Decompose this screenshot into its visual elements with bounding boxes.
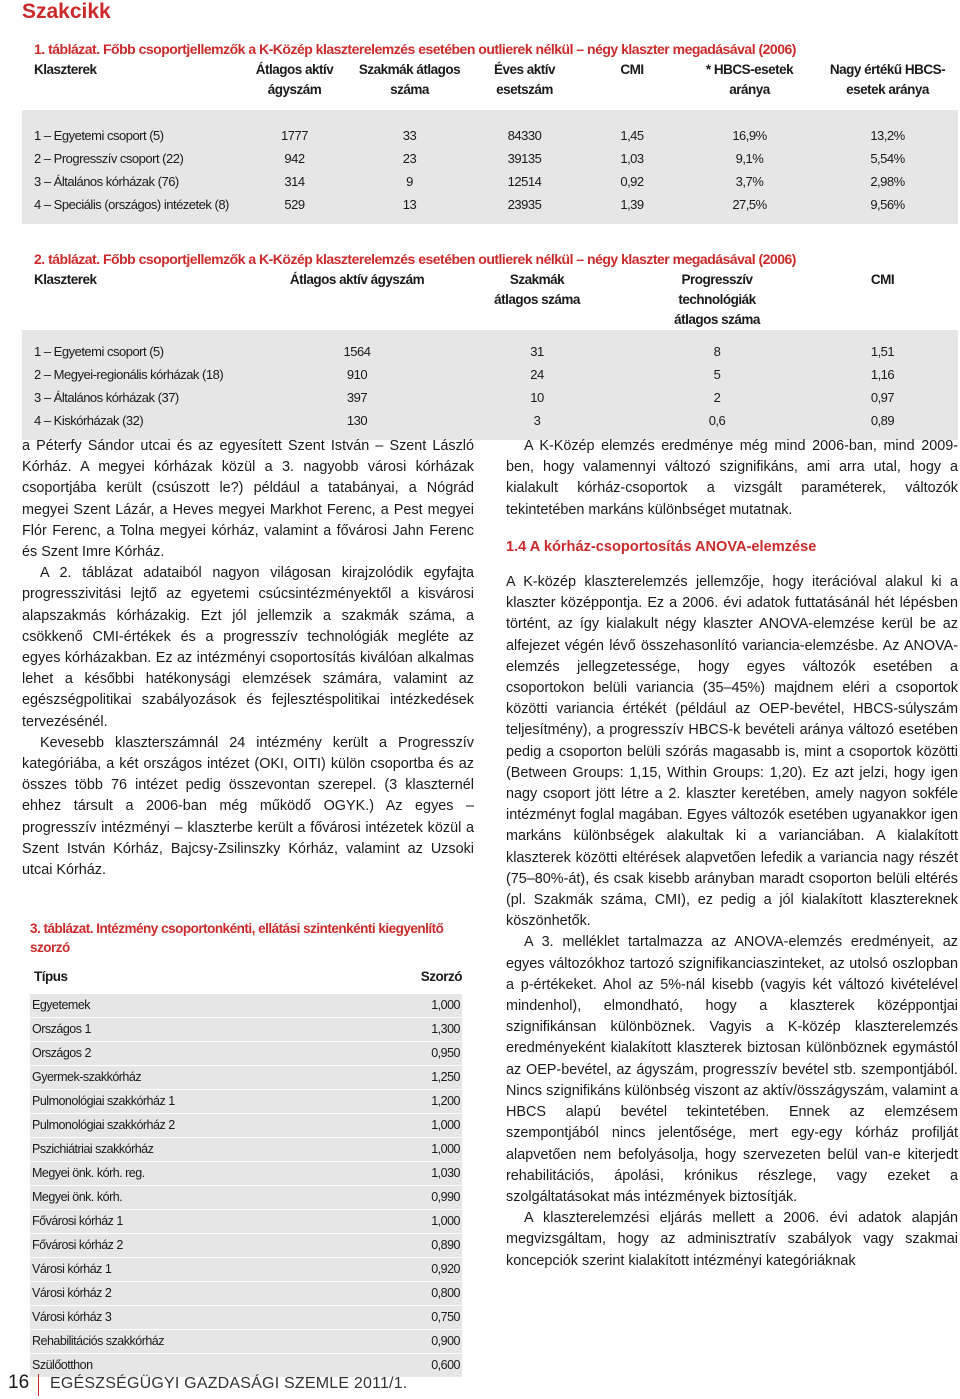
- right-text-column: [506, 436, 958, 1272]
- table-cell: 12514: [507, 174, 542, 189]
- table-3-header: Típus: [34, 969, 68, 984]
- table-cell: 2: [713, 390, 721, 405]
- table-cell: 1,51: [870, 344, 895, 359]
- table-cell: Rehabilitációs szakkórház: [32, 1334, 165, 1348]
- table-cell: 1,000: [431, 998, 460, 1012]
- table-cell: 0,920: [431, 1262, 460, 1276]
- table-row: [30, 1138, 462, 1162]
- table-cell: Pszichiátriai szakkórház: [32, 1142, 154, 1156]
- table-cell: 24: [530, 367, 544, 382]
- table-cell: 5,54%: [870, 151, 905, 166]
- table-cell: 1 – Egyetemi csoport (5): [34, 344, 164, 359]
- table-cell: 3,7%: [735, 174, 764, 189]
- table-cell: 4 – Kiskórházak (32): [34, 413, 144, 428]
- table-cell: 2 – Megyei-regionális kórházak (18): [34, 367, 224, 382]
- table-cell: Városi kórház 3: [32, 1310, 112, 1324]
- table-cell: 0,92: [620, 174, 644, 189]
- table-cell: Szülőotthon: [32, 1358, 93, 1372]
- table-3-caption: [30, 919, 462, 957]
- table-cell: 0,890: [431, 1238, 460, 1252]
- body-paragraph: A 2. táblázat adataiból nagyon világosan kirajzolódik egyfajta progresszivitási lejtő az egyetemi csúcsintézményektől a kisvárosi alapszakmás kórházakig. Ezt jól jellemzik a szakmák száma, a csökkenő CMI-értékek és a progresszív technológiák megléte az egyes kórházakban. Ez az intézményi csoportosítás kiválóan alkalmas lehet a későbbi hatékonysági elemzések számára, valamint az egészségpolitikai szabályozások és fejlesztéspolitikai intézkedések tervezésénél.: [22, 565, 474, 730]
- body-paragraph: A klaszterelemzési eljárás mellett a 2006. évi adatok alapján megvizsgáltam, hogy az adminisztratív szabályok vagy szakmai koncepciók szerint kialakított intézményi kategóriáknak: [506, 1210, 958, 1269]
- table-row: [22, 409, 958, 432]
- table-cell: 1564: [343, 344, 371, 359]
- table-cell: 0,950: [431, 1046, 460, 1060]
- table-cell: 0,97: [870, 390, 895, 405]
- table-2-header: Szakmák átlagos száma: [494, 272, 580, 307]
- table-2-grid: [22, 270, 958, 440]
- table-cell: 0,6: [708, 413, 726, 428]
- table-row: [30, 1210, 462, 1234]
- table-2-header: Átlagos aktív ágyszám: [289, 272, 425, 287]
- table-1-caption: [34, 40, 958, 58]
- table-cell: 1,16: [870, 367, 895, 382]
- table-row: [22, 386, 958, 409]
- table-row: [30, 1282, 462, 1306]
- table-cell: 31: [530, 344, 544, 359]
- table-cell: 1,250: [431, 1070, 460, 1084]
- table-cell: Pulmonológiai szakkórház 2: [32, 1118, 175, 1132]
- body-paragraph: A 3. melléklet tartalmazza az ANOVA-elemzés eredményeit, az egyes változókhoz tartozó szignifikanciaszinteket, az utolsó oszlopban a p-értékeket. Ahol az 5%-nál kisebb (vagyis két változó kivételével mindenhol), elmondható, hogy a klaszterek középpontjai szignifikánsan különböznek. Vagyis a K-közép klaszterelemzés eredményeként kialakított klaszterek biztosan különböznek egymástól az OEP-bevétel, az ágyszám, progresszív bevétel stb. szempontjából. Nincs szignifikáns különbség viszont az aktív/összágyszám, valamint a HBCS alapú bevétel tekintetében. Ennek az elemzésem szempontjából nincs jelentősége, mert egy-egy kórház profilját alapvetően nem befolyásolja, hogy szervezeten belül van-e kiterjedt rehabilitációs, ápolási, krónikus részlege, vagy ezeket a szolgáltatásokat más intézmények biztosítják.: [506, 934, 958, 1205]
- table-2-title: Főbb csoportjellemzők a K-Közép klaszterelemzés esetében outlierek nélkül – négy klaszter megadásával (2006): [102, 251, 796, 267]
- table-2: [22, 250, 958, 440]
- table-2-header: CMI: [870, 272, 895, 287]
- table-row: [22, 170, 958, 193]
- table-row: [30, 994, 462, 1018]
- table-3-body: [30, 994, 462, 1378]
- table-cell: 1 – Egyetemi csoport (5): [34, 128, 164, 143]
- table-cell: 1,03: [620, 151, 644, 166]
- table-cell: 910: [346, 367, 368, 382]
- table-cell: 3 – Általános kórházak (37): [34, 390, 179, 405]
- table-cell: Országos 2: [32, 1046, 91, 1060]
- table-row: [30, 1066, 462, 1090]
- table-cell: 9,56%: [870, 197, 905, 212]
- table-cell: 1,45: [620, 128, 644, 143]
- table-cell: 529: [284, 197, 305, 212]
- table-3-label: 3. táblázat.: [30, 921, 94, 936]
- table-cell: 0,600: [431, 1358, 460, 1372]
- table-cell: 13: [402, 197, 417, 212]
- footer-divider: [38, 1374, 39, 1396]
- table-row: [22, 124, 958, 147]
- table-cell: 0,800: [431, 1286, 460, 1300]
- table-cell: 1,200: [431, 1094, 460, 1108]
- table-1-header: Szakmák átlagos száma: [358, 62, 461, 97]
- table-cell: 4 – Speciális (országos) intézetek (8): [34, 197, 229, 212]
- body-paragraph: Kevesebb klaszterszámnál 24 intézmény került a Progresszív kategóriába, a két országos intézet (OKI, OITI) külön csoportba és az összes több 76 intézet pedig összevontan szerepel. (3 klaszternél ehhez társult a 2006-ban még működő OGYK.) Az egyes – progresszív intézményi – klaszterbe került a fővárosi intézetek közül a Szent István Kórház, Bajcsy-Zsilinszky Kórház, valamint az Uzsoki utcai Kórház.: [22, 734, 474, 879]
- table-2-header-row: [22, 270, 958, 330]
- table-cell: Fővárosi kórház 1: [32, 1214, 123, 1228]
- table-cell: Megyei önk. kórh. reg.: [32, 1166, 145, 1180]
- left-text-column: [22, 436, 474, 881]
- table-cell: 1,300: [431, 1022, 460, 1036]
- table-row: [30, 1186, 462, 1210]
- table-3-title: Intézmény csoportonkénti, ellátási szintenkénti kiegyenlítő szorzó: [30, 921, 444, 955]
- table-cell: Városi kórház 1: [32, 1262, 112, 1276]
- table-1-title: Főbb csoportjellemzők a K-Közép klaszterelemzés esetében outlierek nélkül – négy klaszter megadásával (2006): [102, 41, 796, 57]
- table-1-label: 1. táblázat.: [34, 41, 100, 57]
- table-row: [22, 147, 958, 170]
- table-2-header: Klaszterek: [34, 272, 97, 287]
- table-cell: 16,9%: [732, 128, 767, 143]
- table-cell: 27,5%: [732, 197, 767, 212]
- table-3-header-row: [30, 957, 462, 994]
- table-cell: 0,89: [870, 413, 895, 428]
- table-row: [30, 1258, 462, 1282]
- table-cell: 2 – Progresszív csoport (22): [34, 151, 184, 166]
- subheading: 1.4 A kórház-csoportosítás ANOVA-elemzése: [506, 538, 817, 555]
- table-cell: 130: [346, 413, 368, 428]
- table-cell: 3 – Általános kórházak (76): [34, 174, 179, 189]
- table-cell: 23: [402, 151, 417, 166]
- table-2-caption: [34, 250, 958, 268]
- table-cell: 84330: [507, 128, 542, 143]
- table-2-header: Progresszív technológiák átlagos száma: [674, 272, 760, 327]
- table-cell: 39135: [507, 151, 542, 166]
- table-row: [22, 340, 958, 363]
- table-cell: 33: [402, 128, 417, 143]
- table-1-header: Éves aktív esetszám: [493, 62, 556, 97]
- table-1-header: Átlagos aktív ágyszám: [255, 62, 334, 97]
- table-row: [30, 1090, 462, 1114]
- table-row: [30, 1114, 462, 1138]
- table-cell: 0,990: [431, 1190, 460, 1204]
- section-title: Szakcikk: [22, 0, 111, 23]
- table-cell: 314: [284, 174, 305, 189]
- table-1-header: Nagy értékű HBCS-esetek aránya: [829, 62, 946, 97]
- journal-name: EGÉSZSÉGÜGYI GAZDASÁGI SZEMLE 2011/1.: [50, 1375, 408, 1392]
- table-cell: Egyetemek: [32, 998, 91, 1012]
- table-cell: 1777: [281, 128, 308, 143]
- table-1: [22, 40, 958, 224]
- table-row: [22, 193, 958, 216]
- table-cell: 23935: [507, 197, 542, 212]
- table-1-header: * HBCS-esetek aránya: [705, 62, 794, 97]
- table-cell: Pulmonológiai szakkórház 1: [32, 1094, 175, 1108]
- table-cell: 1,030: [431, 1166, 460, 1180]
- table-cell: Megyei önk. kórh.: [32, 1190, 123, 1204]
- table-row: [30, 1234, 462, 1258]
- table-cell: Városi kórház 2: [32, 1286, 112, 1300]
- table-cell: 0,900: [431, 1334, 460, 1348]
- table-cell: 2,98%: [870, 174, 905, 189]
- table-cell: Gyermek-szakkórház: [32, 1070, 142, 1084]
- table-cell: 8: [713, 344, 721, 359]
- table-cell: 942: [284, 151, 305, 166]
- table-cell: Fővárosi kórház 2: [32, 1238, 123, 1252]
- table-cell: 1,000: [431, 1214, 460, 1228]
- table-row: [22, 363, 958, 386]
- table-cell: 3: [533, 413, 541, 428]
- table-3-header: Szorzó: [420, 969, 462, 984]
- table-3: [30, 919, 462, 1378]
- table-cell: 397: [346, 390, 368, 405]
- table-cell: 10: [530, 390, 544, 405]
- table-row: [30, 1306, 462, 1330]
- table-cell: Országos 1: [32, 1022, 91, 1036]
- table-1-header-row: [22, 60, 958, 110]
- table-cell: 9: [406, 174, 413, 189]
- table-row: [30, 1042, 462, 1066]
- body-paragraph: A K-Közép elemzés eredménye még mind 2006-ban, mind 2009-ben, hogy valamennyi változó szignifikáns, ami arra utal, hogy a kialakult kórház-csoportok a vizsgált paraméterek, változók tekintetében markáns különbséget mutatnak.: [506, 438, 958, 518]
- page-number: 16: [8, 1372, 30, 1393]
- table-cell: 5: [713, 367, 721, 382]
- table-1-header: CMI: [620, 62, 644, 77]
- table-1-header: Klaszterek: [34, 62, 97, 77]
- body-paragraph: a Péterfy Sándor utcai és az egyesített Szent István – Szent László Kórház. A megyei kórházak közül a 3. nagyobb városi kórházak csoportjába került (csúszott le?) például a tatabányai, a Nógrád megyei Szent Lázár, a Heves megyei Markhot Ferenc, a Pest megyei Flór Ferenc, a Tolna megyei kórház, valamint a fővárosi Jahn Ferenc és Szent Imre Kórház.: [22, 438, 474, 561]
- page-footer: [0, 1372, 960, 1399]
- table-1-grid: [22, 60, 958, 224]
- table-2-label: 2. táblázat.: [34, 251, 100, 267]
- table-row: [30, 1162, 462, 1186]
- table-cell: 1,000: [431, 1118, 460, 1132]
- table-cell: 9,1%: [735, 151, 764, 166]
- table-cell: 13,2%: [870, 128, 905, 143]
- table-cell: 1,39: [620, 197, 644, 212]
- table-cell: 1,000: [431, 1142, 460, 1156]
- body-paragraph: A K-közép klaszterelemzés jellemzője, hogy iterációval alakul ki a klaszter középpontja. Ez a 2006. évi adatok futtatásánál hét lépésben történt, az így kialakult négy klaszter ANOVA-elemzése kerül be az alfejezet végén lévő összehasonlító variancia-elemzésbe. Az ANOVA-elemzés jellegzetessége, hogy egyes változók esetében a csoportokon belüli variancia (35–45%) majdnem eléri a csoportok közötti variancia értékét (például az OEP-bevétel, HBCS-súlyszám teljesítmény), a progresszív HBCS-k bevételi aránya változó esetében pedig a csoporton belüli szórás magasabb is, mint a csoportok közötti (Between Groups: 1,15, Within Groups: 1,20). Ez azt jelzi, hogy igen nagy csoport jött létre a 2. klaszter keretében, amely nagyon sokféle intézményt foglal magában. Egyes változók esetében ugyanakkor igen markáns különbségek alakultak ki a varianciában. A kialakított klaszterek közötti eltérések alapvetően lefedik a variancia nagy részét (75–80%-át), és csak kisebb arányban maradt csoporton belüli eltérés (pl. Szakmák száma, CMI), ez pedig a jól kialakított klasztereknek köszönhetők.: [506, 574, 958, 930]
- table-row: [30, 1330, 462, 1354]
- table-cell: 0,750: [431, 1310, 460, 1324]
- table-row: [30, 1018, 462, 1042]
